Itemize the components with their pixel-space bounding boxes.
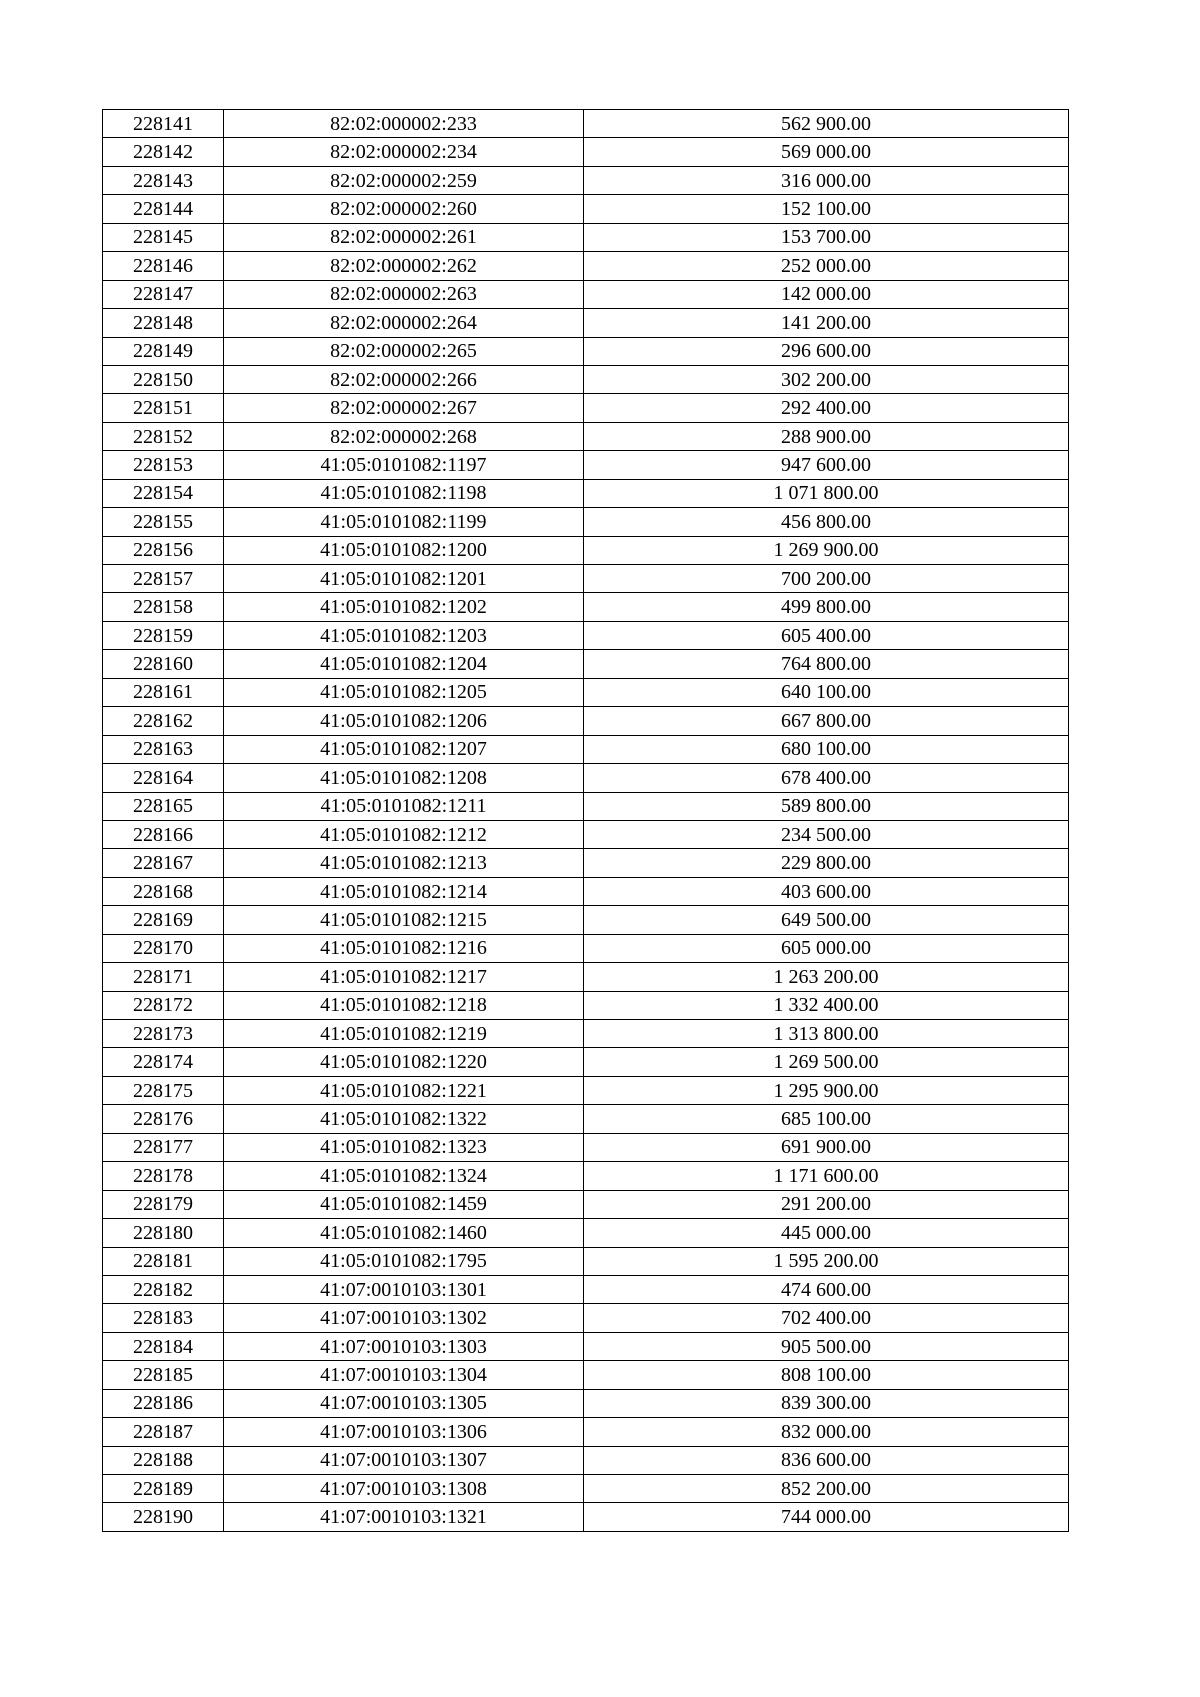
- table-row: [103, 1076, 1069, 1104]
- cadastral-value-cell: 316 000.00: [584, 166, 1069, 194]
- row-number-cell: 228176: [103, 1105, 224, 1133]
- cadastral-number-cell: 41:05:0101082:1207: [224, 735, 584, 763]
- cadastral-value-cell: 1 269 500.00: [584, 1048, 1069, 1076]
- cadastral-number-cell: 41:07:0010103:1301: [224, 1275, 584, 1303]
- cadastral-number-cell: 82:02:000002:262: [224, 252, 584, 280]
- cadastral-number-cell: 41:05:0101082:1322: [224, 1105, 584, 1133]
- cadastral-number-cell: 41:05:0101082:1323: [224, 1133, 584, 1161]
- row-number-cell: 228187: [103, 1418, 224, 1446]
- cadastral-number-cell: 41:07:0010103:1321: [224, 1503, 584, 1531]
- table-row: [103, 735, 1069, 763]
- cadastral-value-cell: 702 400.00: [584, 1304, 1069, 1332]
- table-row: [103, 422, 1069, 450]
- row-number-cell: 228172: [103, 991, 224, 1019]
- table-row: [103, 1332, 1069, 1360]
- table-row: [103, 1503, 1069, 1531]
- cadastral-value-cell: 1 595 200.00: [584, 1247, 1069, 1275]
- row-number-cell: 228170: [103, 934, 224, 962]
- table-row: [103, 138, 1069, 166]
- table-row: [103, 195, 1069, 223]
- cadastral-number-cell: 41:05:0101082:1199: [224, 508, 584, 536]
- row-number-cell: 228150: [103, 365, 224, 393]
- cadastral-number-cell: 41:05:0101082:1206: [224, 707, 584, 735]
- table-row: [103, 508, 1069, 536]
- cadastral-value-cell: 562 900.00: [584, 110, 1069, 138]
- table-row: [103, 1418, 1069, 1446]
- row-number-cell: 228181: [103, 1247, 224, 1275]
- row-number-cell: 228157: [103, 565, 224, 593]
- cadastral-value-cell: 947 600.00: [584, 451, 1069, 479]
- cadastral-value-cell: 836 600.00: [584, 1446, 1069, 1474]
- row-number-cell: 228146: [103, 252, 224, 280]
- cadastral-value-cell: 234 500.00: [584, 820, 1069, 848]
- cadastral-number-cell: 41:05:0101082:1205: [224, 678, 584, 706]
- cadastral-number-cell: 82:02:000002:268: [224, 422, 584, 450]
- cadastral-value-cell: 839 300.00: [584, 1389, 1069, 1417]
- table-row: [103, 906, 1069, 934]
- cadastral-value-cell: 1 295 900.00: [584, 1076, 1069, 1104]
- table-row: [103, 650, 1069, 678]
- row-number-cell: 228189: [103, 1475, 224, 1503]
- cadastral-value-cell: 832 000.00: [584, 1418, 1069, 1446]
- cadastral-number-cell: 41:05:0101082:1214: [224, 877, 584, 905]
- cadastral-number-cell: 41:05:0101082:1218: [224, 991, 584, 1019]
- cadastral-number-cell: 41:07:0010103:1308: [224, 1475, 584, 1503]
- row-number-cell: 228151: [103, 394, 224, 422]
- table-row: [103, 1162, 1069, 1190]
- cadastral-number-cell: 82:02:000002:264: [224, 309, 584, 337]
- row-number-cell: 228154: [103, 479, 224, 507]
- cadastral-number-cell: 41:05:0101082:1203: [224, 621, 584, 649]
- row-number-cell: 228153: [103, 451, 224, 479]
- row-number-cell: 228179: [103, 1190, 224, 1218]
- table-row: [103, 1275, 1069, 1303]
- cadastral-value-cell: 474 600.00: [584, 1275, 1069, 1303]
- cadastral-value-cell: 153 700.00: [584, 223, 1069, 251]
- table-row: [103, 365, 1069, 393]
- table-row: [103, 1105, 1069, 1133]
- row-number-cell: 228177: [103, 1133, 224, 1161]
- row-number-cell: 228166: [103, 820, 224, 848]
- cadastral-value-cell: 499 800.00: [584, 593, 1069, 621]
- cadastral-value-cell: 1 263 200.00: [584, 963, 1069, 991]
- table-row: [103, 707, 1069, 735]
- cadastral-number-cell: 41:05:0101082:1219: [224, 1020, 584, 1048]
- cadastral-value-cell: 302 200.00: [584, 365, 1069, 393]
- cadastral-number-cell: 41:05:0101082:1459: [224, 1190, 584, 1218]
- cadastral-number-cell: 41:05:0101082:1213: [224, 849, 584, 877]
- row-number-cell: 228173: [103, 1020, 224, 1048]
- cadastral-value-cell: 605 400.00: [584, 621, 1069, 649]
- cadastral-number-cell: 41:05:0101082:1795: [224, 1247, 584, 1275]
- cadastral-number-cell: 82:02:000002:233: [224, 110, 584, 138]
- table-row: [103, 394, 1069, 422]
- row-number-cell: 228178: [103, 1162, 224, 1190]
- cadastral-value-cell: 1 269 900.00: [584, 536, 1069, 564]
- cadastral-value-cell: 680 100.00: [584, 735, 1069, 763]
- cadastral-number-cell: 41:05:0101082:1198: [224, 479, 584, 507]
- table-row: [103, 309, 1069, 337]
- cadastral-value-cell: 1 332 400.00: [584, 991, 1069, 1019]
- cadastral-number-cell: 41:05:0101082:1201: [224, 565, 584, 593]
- table-row: [103, 1219, 1069, 1247]
- row-number-cell: 228169: [103, 906, 224, 934]
- row-number-cell: 228163: [103, 735, 224, 763]
- cadastral-value-cell: 296 600.00: [584, 337, 1069, 365]
- table-row: [103, 280, 1069, 308]
- cadastral-number-cell: 82:02:000002:261: [224, 223, 584, 251]
- cadastral-number-cell: 41:05:0101082:1220: [224, 1048, 584, 1076]
- cadastral-value-cell: 1 071 800.00: [584, 479, 1069, 507]
- table-row: [103, 934, 1069, 962]
- row-number-cell: 228164: [103, 764, 224, 792]
- row-number-cell: 228149: [103, 337, 224, 365]
- cadastral-value-cell: 229 800.00: [584, 849, 1069, 877]
- cadastral-value-cell: 589 800.00: [584, 792, 1069, 820]
- cadastral-number-cell: 41:05:0101082:1202: [224, 593, 584, 621]
- row-number-cell: 228168: [103, 877, 224, 905]
- cadastral-number-cell: 41:05:0101082:1460: [224, 1219, 584, 1247]
- table-row: [103, 991, 1069, 1019]
- table-row: [103, 1304, 1069, 1332]
- cadastral-value-table: [102, 109, 1069, 1532]
- cadastral-number-cell: 41:05:0101082:1211: [224, 792, 584, 820]
- cadastral-value-cell: 1 171 600.00: [584, 1162, 1069, 1190]
- table-row: [103, 593, 1069, 621]
- cadastral-number-cell: 41:05:0101082:1212: [224, 820, 584, 848]
- row-number-cell: 228180: [103, 1219, 224, 1247]
- table-row: [103, 678, 1069, 706]
- table-row: [103, 1190, 1069, 1218]
- row-number-cell: 228143: [103, 166, 224, 194]
- registry-sheet: [102, 109, 1068, 1532]
- cadastral-number-cell: 82:02:000002:234: [224, 138, 584, 166]
- table-row: [103, 1446, 1069, 1474]
- table-row: [103, 1020, 1069, 1048]
- row-number-cell: 228175: [103, 1076, 224, 1104]
- cadastral-value-cell: 649 500.00: [584, 906, 1069, 934]
- cadastral-value-cell: 403 600.00: [584, 877, 1069, 905]
- cadastral-number-cell: 82:02:000002:263: [224, 280, 584, 308]
- row-number-cell: 228158: [103, 593, 224, 621]
- cadastral-value-cell: 141 200.00: [584, 309, 1069, 337]
- cadastral-value-cell: 292 400.00: [584, 394, 1069, 422]
- table-row: [103, 1048, 1069, 1076]
- table-row: [103, 621, 1069, 649]
- table-row: [103, 963, 1069, 991]
- row-number-cell: 228167: [103, 849, 224, 877]
- cadastral-value-cell: 640 100.00: [584, 678, 1069, 706]
- table-row: [103, 110, 1069, 138]
- cadastral-number-cell: 41:05:0101082:1204: [224, 650, 584, 678]
- row-number-cell: 228145: [103, 223, 224, 251]
- cadastral-value-cell: 252 000.00: [584, 252, 1069, 280]
- table-row: [103, 1361, 1069, 1389]
- table-row: [103, 536, 1069, 564]
- table-row: [103, 1133, 1069, 1161]
- row-number-cell: 228165: [103, 792, 224, 820]
- cadastral-number-cell: 82:02:000002:259: [224, 166, 584, 194]
- table-row: [103, 252, 1069, 280]
- row-number-cell: 228142: [103, 138, 224, 166]
- cadastral-number-cell: 41:07:0010103:1306: [224, 1418, 584, 1446]
- cadastral-number-cell: 41:05:0101082:1215: [224, 906, 584, 934]
- cadastral-value-cell: 764 800.00: [584, 650, 1069, 678]
- cadastral-value-cell: 678 400.00: [584, 764, 1069, 792]
- row-number-cell: 228161: [103, 678, 224, 706]
- cadastral-value-cell: 905 500.00: [584, 1332, 1069, 1360]
- row-number-cell: 228144: [103, 195, 224, 223]
- row-number-cell: 228147: [103, 280, 224, 308]
- cadastral-value-cell: 288 900.00: [584, 422, 1069, 450]
- cadastral-number-cell: 41:05:0101082:1197: [224, 451, 584, 479]
- cadastral-value-cell: 445 000.00: [584, 1219, 1069, 1247]
- table-row: [103, 1389, 1069, 1417]
- cadastral-number-cell: 41:05:0101082:1324: [224, 1162, 584, 1190]
- row-number-cell: 228156: [103, 536, 224, 564]
- row-number-cell: 228155: [103, 508, 224, 536]
- cadastral-number-cell: 41:05:0101082:1216: [224, 934, 584, 962]
- cadastral-value-cell: 852 200.00: [584, 1475, 1069, 1503]
- row-number-cell: 228190: [103, 1503, 224, 1531]
- cadastral-number-cell: 41:07:0010103:1303: [224, 1332, 584, 1360]
- table-row: [103, 1475, 1069, 1503]
- row-number-cell: 228148: [103, 309, 224, 337]
- row-number-cell: 228174: [103, 1048, 224, 1076]
- row-number-cell: 228182: [103, 1275, 224, 1303]
- cadastral-number-cell: 41:05:0101082:1217: [224, 963, 584, 991]
- cadastral-value-cell: 691 900.00: [584, 1133, 1069, 1161]
- cadastral-number-cell: 82:02:000002:266: [224, 365, 584, 393]
- cadastral-value-cell: 152 100.00: [584, 195, 1069, 223]
- cadastral-value-cell: 685 100.00: [584, 1105, 1069, 1133]
- row-number-cell: 228141: [103, 110, 224, 138]
- cadastral-value-cell: 569 000.00: [584, 138, 1069, 166]
- cadastral-value-cell: 605 000.00: [584, 934, 1069, 962]
- cadastral-value-cell: 700 200.00: [584, 565, 1069, 593]
- table-body: [103, 110, 1069, 1532]
- row-number-cell: 228152: [103, 422, 224, 450]
- table-row: [103, 1247, 1069, 1275]
- table-row: [103, 479, 1069, 507]
- cadastral-number-cell: 41:07:0010103:1305: [224, 1389, 584, 1417]
- cadastral-number-cell: 41:05:0101082:1221: [224, 1076, 584, 1104]
- cadastral-number-cell: 82:02:000002:265: [224, 337, 584, 365]
- cadastral-number-cell: 82:02:000002:260: [224, 195, 584, 223]
- table-row: [103, 764, 1069, 792]
- row-number-cell: 228185: [103, 1361, 224, 1389]
- row-number-cell: 228188: [103, 1446, 224, 1474]
- table-row: [103, 820, 1069, 848]
- cadastral-number-cell: 41:07:0010103:1307: [224, 1446, 584, 1474]
- row-number-cell: 228186: [103, 1389, 224, 1417]
- cadastral-value-cell: 744 000.00: [584, 1503, 1069, 1531]
- row-number-cell: 228171: [103, 963, 224, 991]
- cadastral-value-cell: 456 800.00: [584, 508, 1069, 536]
- table-row: [103, 565, 1069, 593]
- cadastral-number-cell: 82:02:000002:267: [224, 394, 584, 422]
- cadastral-value-cell: 1 313 800.00: [584, 1020, 1069, 1048]
- row-number-cell: 228183: [103, 1304, 224, 1332]
- cadastral-value-cell: 291 200.00: [584, 1190, 1069, 1218]
- table-row: [103, 877, 1069, 905]
- table-row: [103, 166, 1069, 194]
- row-number-cell: 228159: [103, 621, 224, 649]
- cadastral-number-cell: 41:05:0101082:1208: [224, 764, 584, 792]
- cadastral-number-cell: 41:07:0010103:1304: [224, 1361, 584, 1389]
- table-row: [103, 337, 1069, 365]
- table-row: [103, 223, 1069, 251]
- cadastral-value-cell: 808 100.00: [584, 1361, 1069, 1389]
- cadastral-number-cell: 41:05:0101082:1200: [224, 536, 584, 564]
- row-number-cell: 228184: [103, 1332, 224, 1360]
- cadastral-value-cell: 142 000.00: [584, 280, 1069, 308]
- table-row: [103, 792, 1069, 820]
- row-number-cell: 228160: [103, 650, 224, 678]
- table-row: [103, 849, 1069, 877]
- cadastral-number-cell: 41:07:0010103:1302: [224, 1304, 584, 1332]
- row-number-cell: 228162: [103, 707, 224, 735]
- table-row: [103, 451, 1069, 479]
- cadastral-value-cell: 667 800.00: [584, 707, 1069, 735]
